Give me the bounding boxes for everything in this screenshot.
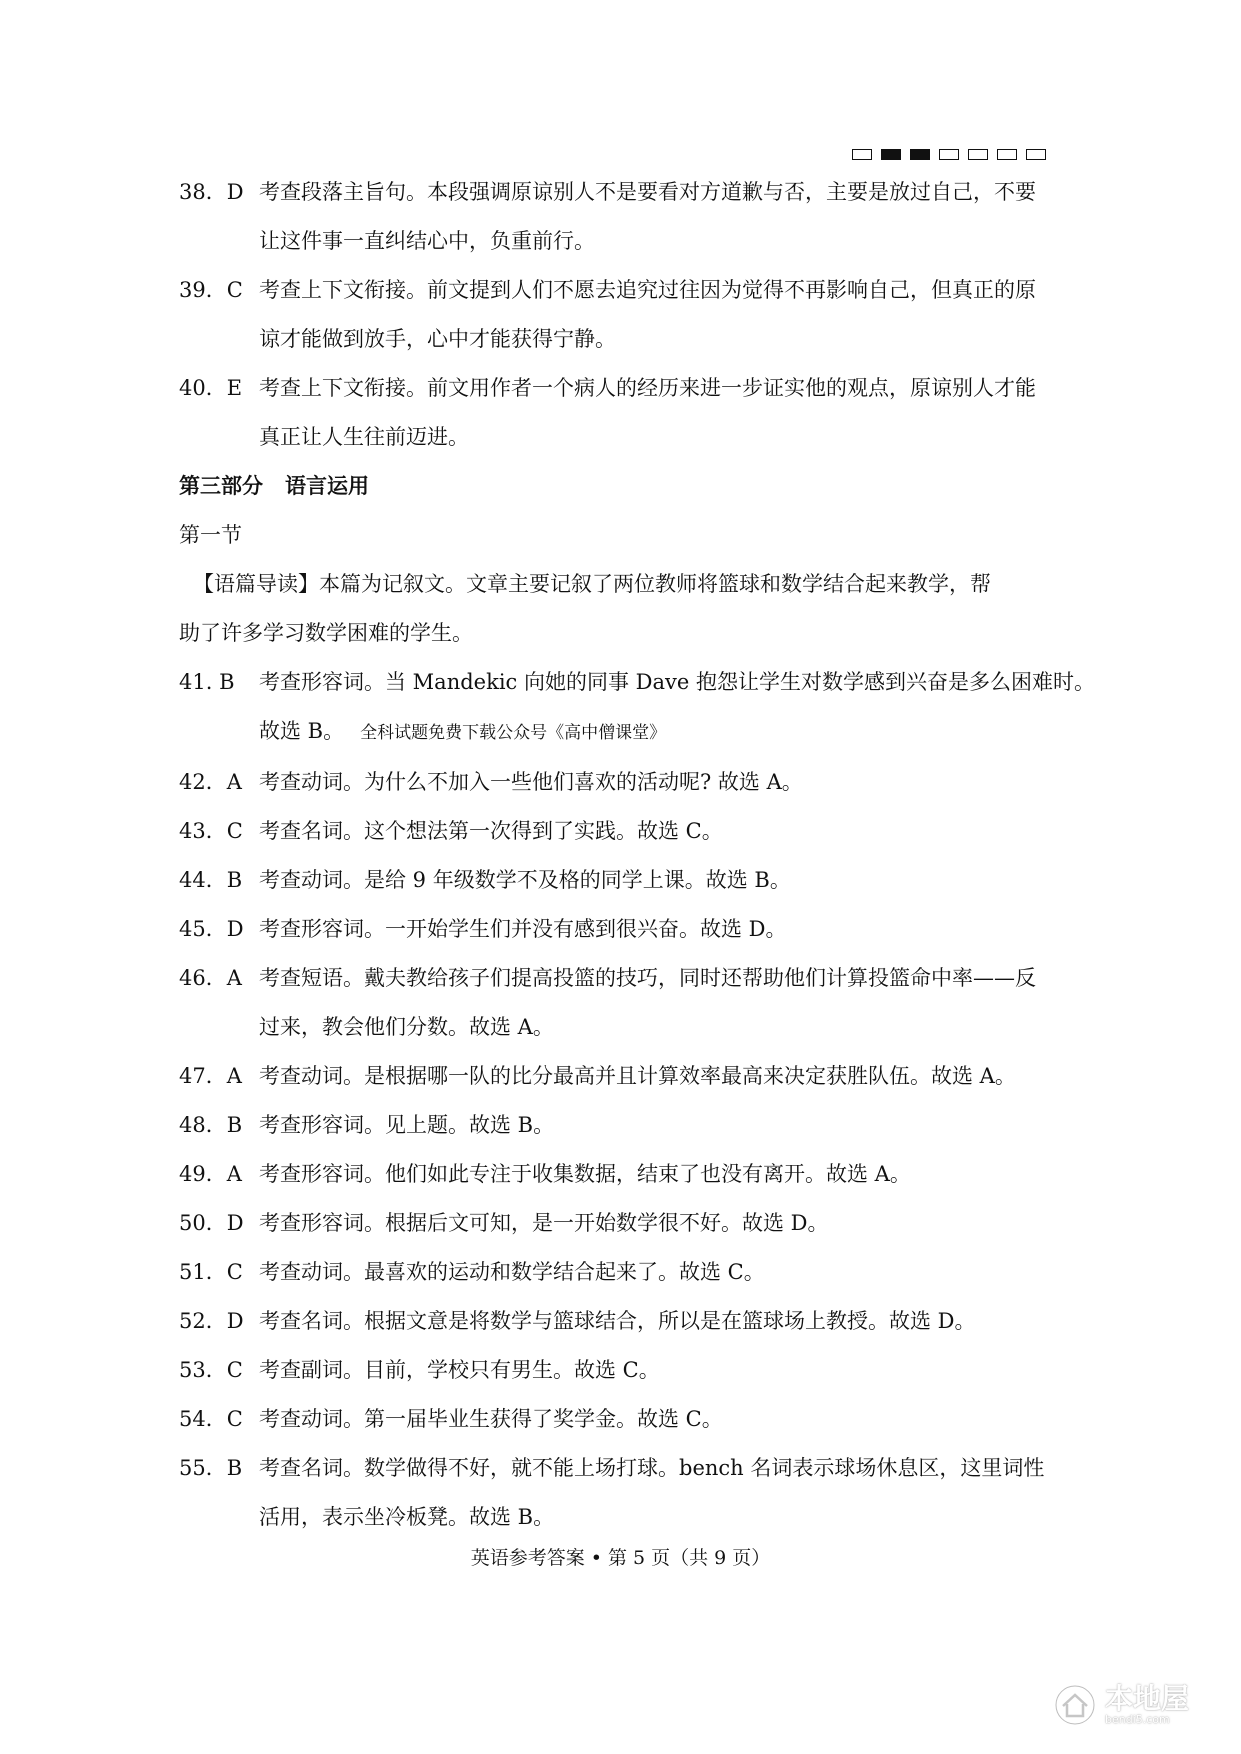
answer-explanation: 考查动词。第一届毕业生获得了奖学金。故选 C。 [259, 1407, 723, 1431]
position-marker [852, 149, 872, 160]
page-footer: 英语参考答案 • 第 5 页（共 9 页） [470, 1547, 771, 1569]
answer-item [179, 1444, 1069, 1542]
answer-number: 51．C [179, 1260, 243, 1284]
answer-item [179, 758, 1069, 807]
answer-explanation: 考查名词。这个想法第一次得到了实践。故选 C。 [259, 819, 723, 843]
answer-item [179, 364, 1069, 462]
answer-number: 46．A [179, 966, 242, 990]
answer-explanation-continued [179, 707, 1069, 758]
site-watermark [1053, 1684, 1189, 1726]
answer-number: 55．B [179, 1456, 243, 1480]
answer-item [179, 1248, 1069, 1297]
position-marker [939, 149, 959, 160]
position-marker [968, 149, 988, 160]
answer-item [179, 1297, 1069, 1346]
section-part: 第三部分 [179, 474, 263, 498]
answer-explanation: 考查副词。目前，学校只有男生。故选 C。 [259, 1358, 660, 1382]
answer-explanation-continued: 真正让人生往前迈进。 [259, 425, 469, 449]
answer-explanation: 考查形容词。见上题。故选 B。 [259, 1113, 555, 1137]
answer-item [179, 1101, 1069, 1150]
answer-explanation: 考查短语。戴夫教给孩子们提高投篮的技巧，同时还帮助他们计算投篮命中率——反 [259, 966, 1036, 990]
position-marker [881, 149, 901, 160]
position-marker [910, 149, 930, 160]
answer-number: 48．B [179, 1113, 243, 1137]
answer-number: 54．C [179, 1407, 243, 1431]
answer-item [179, 1199, 1069, 1248]
answer-explanation: 考查上下文衔接。前文用作者一个病人的经历来进一步证实他的观点，原谅别人才能 [259, 376, 1036, 400]
answer-item [179, 905, 1069, 954]
answer-explanation: 考查形容词。他们如此专注于收集数据，结束了也没有离开。故选 A。 [259, 1162, 911, 1186]
answer-number: 38．D [179, 180, 244, 204]
answer-explanation: 考查形容词。根据后文可知，是一开始数学很不好。故选 D。 [259, 1211, 829, 1235]
answer-explanation: 考查动词。最喜欢的运动和数学结合起来了。故选 C。 [259, 1260, 765, 1284]
answer-list [179, 758, 1069, 1542]
answer-number: 42．A [179, 770, 242, 794]
answer-item [179, 954, 1069, 1052]
answer-item [179, 807, 1069, 856]
answer-number: 41. B [179, 670, 235, 694]
passage-intro [179, 560, 1069, 658]
answer-explanation: 考查上下文衔接。前文提到人们不愿去追究过往因为觉得不再影响自己，但真正的原 [259, 278, 1036, 302]
house-icon [1053, 1685, 1097, 1725]
answer-explanation: 考查形容词。一开始学生们并没有感到很兴奋。故选 D。 [259, 917, 787, 941]
answer-explanation-continued: 活用，表示坐冷板凳。故选 B。 [259, 1505, 555, 1529]
answer-number: 43．C [179, 819, 243, 843]
answer-explanation-continued: 让这件事一直纠结心中，负重前行。 [259, 229, 595, 253]
answer-item [179, 1395, 1069, 1444]
watermark-url: bendi5.com [1104, 1713, 1170, 1726]
answer-item [179, 1346, 1069, 1395]
answer-item [179, 1052, 1069, 1101]
answer-item [179, 856, 1069, 905]
section-name: 语言运用 [285, 474, 369, 498]
answer-explanation: 考查动词。是根据哪一队的比分最高并且计算效率最高来决定获胜队伍。故选 A。 [259, 1064, 1016, 1088]
answer-number: 52．D [179, 1309, 244, 1333]
answer-explanation: 考查动词。为什么不加入一些他们喜欢的活动呢? 故选 A。 [259, 770, 803, 794]
answer-number: 50．D [179, 1211, 244, 1235]
passage-intro-line: 【语篇导读】本篇为记叙文。文章主要记叙了两位教师将篮球和数学结合起来教学，帮 [193, 572, 991, 596]
answer-item [179, 266, 1069, 364]
answer-explanation: 考查形容词。当 Mandekic 向她的同事 Dave 抱怨让学生对数学感到兴奋是多么困难时。 [259, 670, 1095, 694]
promo-note: 全科试题免费下载公众号《高中僧课堂》 [360, 723, 667, 743]
answer-number: 53．C [179, 1358, 243, 1382]
position-marker [997, 149, 1017, 160]
answer-number: 40．E [179, 376, 243, 400]
answer-item [179, 168, 1069, 266]
answer-number: 45．D [179, 917, 244, 941]
answer-conclusion: 故选 B。 [259, 719, 345, 743]
subsection-heading: 第一节 [179, 523, 242, 547]
answer-explanation-continued: 谅才能做到放手，心中才能获得宁静。 [259, 327, 616, 351]
answer-item [179, 658, 1095, 758]
watermark-title: 本地屋 [1104, 1682, 1189, 1715]
answer-explanation: 考查名词。数学做得不好，就不能上场打球。bench 名词表示球场休息区，这里词性 [259, 1456, 1045, 1480]
answer-content [179, 168, 1095, 1542]
answer-explanation: 考查段落主旨句。本段强调原谅别人不是要看对方道歉与否，主要是放过自己，不要 [259, 180, 1036, 204]
answer-number: 39．C [179, 278, 243, 302]
answer-explanation: 考查动词。是给 9 年级数学不及格的同学上课。故选 B。 [259, 868, 791, 892]
position-marker [1026, 149, 1046, 160]
answer-number: 47．A [179, 1064, 242, 1088]
section-heading [179, 462, 1069, 511]
answer-number: 44．B [179, 868, 243, 892]
answer-item [179, 1150, 1069, 1199]
answer-explanation-continued: 过来，教会他们分数。故选 A。 [259, 1015, 554, 1039]
answer-number: 49．A [179, 1162, 242, 1186]
answer-explanation: 考查名词。根据文意是将数学与篮球结合，所以是在篮球场上教授。故选 D。 [259, 1309, 976, 1333]
page-position-markers [852, 149, 1046, 160]
passage-intro-line: 助了许多学习数学困难的学生。 [179, 621, 473, 645]
